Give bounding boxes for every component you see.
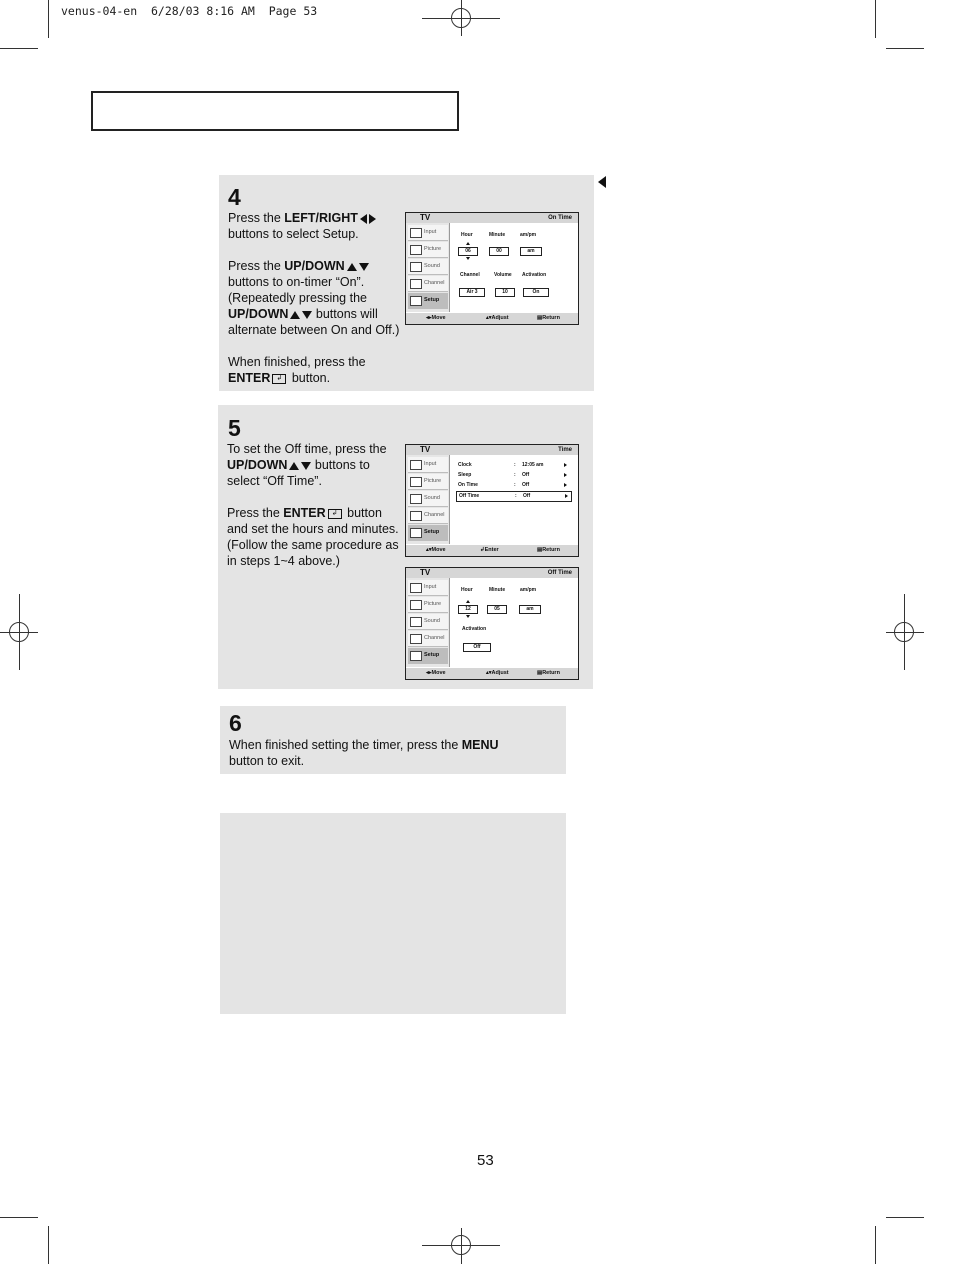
picture-icon: [410, 245, 422, 255]
list-item: On Time : Off: [456, 481, 570, 490]
speaker-icon: [410, 494, 422, 504]
crop-mark: [48, 1226, 49, 1264]
print-slug: venus-04-en 6/28/03 8:16 AM Page 53: [61, 4, 318, 18]
menu-item-sound: Sound: [408, 259, 448, 275]
activation-field: Off: [463, 643, 491, 652]
registration-mark: [451, 8, 471, 28]
tv-side-menu: [406, 455, 450, 544]
list-item: Sleep : Off: [456, 471, 570, 480]
crop-mark: [886, 48, 924, 49]
antenna-icon: [410, 634, 422, 644]
crop-mark: [886, 1217, 924, 1218]
channel-field: Air 3: [459, 288, 485, 297]
ampm-field: am: [519, 605, 541, 614]
input-icon: [410, 228, 422, 238]
input-icon: [410, 583, 422, 593]
activation-field: On: [523, 288, 549, 297]
tv-label: TV: [420, 213, 431, 222]
menu-item-sound: Sound: [408, 491, 448, 507]
tv-side-menu: [406, 578, 450, 667]
down-arrow-icon: [466, 257, 470, 260]
menu-item-channel: Channel: [408, 276, 448, 292]
down-arrow-icon: [301, 462, 311, 470]
menu-item-picture: Picture: [408, 242, 448, 258]
hour-field: 06: [458, 247, 478, 256]
menu-item-setup: Setup: [408, 648, 448, 664]
tv-bottom-bar: ▴▾Move ↲Enter ▤Return: [406, 545, 578, 556]
right-arrow-icon: [564, 463, 567, 467]
speaker-icon: [410, 617, 422, 627]
screen-title: On Time: [548, 215, 572, 221]
down-arrow-icon: [302, 311, 312, 319]
empty-panel: [220, 813, 566, 1014]
down-arrow-icon: [466, 615, 470, 618]
step-6-text: When finished setting the timer, press the MENU button to exit.: [229, 738, 499, 768]
up-arrow-icon: [347, 263, 357, 271]
speaker-icon: [410, 262, 422, 272]
title-box: [91, 91, 459, 131]
enter-icon: ↲: [328, 509, 342, 519]
list-item: Clock : 12:05 am: [456, 461, 570, 470]
up-arrow-icon: [466, 242, 470, 245]
registration-mark: [451, 1235, 471, 1255]
minute-field: 05: [487, 605, 507, 614]
tv-label: TV: [420, 445, 431, 454]
minute-field: 00: [489, 247, 509, 256]
up-arrow-icon: [289, 462, 299, 470]
crop-mark: [875, 0, 876, 38]
menu-item-channel: Channel: [408, 631, 448, 647]
tv-screen-on-time: TV On Time Input Picture Sound Channel Setup Hour Minute am/pm 06 00 am Channel Volume Activation Air 3 10 On ◂▸Move ▴▾Adjust ▤Return: [405, 212, 579, 325]
right-arrow-icon: [564, 473, 567, 477]
menu-item-input: Input: [408, 225, 448, 241]
registration-mark: [9, 622, 29, 642]
up-arrow-icon: [466, 600, 470, 603]
step-number: 4: [228, 184, 241, 210]
ampm-field: am: [520, 247, 542, 256]
right-arrow-icon: [565, 494, 568, 498]
screen-title: Off Time: [547, 570, 572, 576]
enter-icon: ↲: [272, 374, 286, 384]
menu-item-picture: Picture: [408, 474, 448, 490]
registration-mark: [894, 622, 914, 642]
input-icon: [410, 460, 422, 470]
crop-mark: [875, 1226, 876, 1264]
menu-item-setup: Setup: [408, 525, 448, 541]
tv-screen-time: [405, 444, 579, 557]
list-item-selected: Off Time : Off: [456, 491, 572, 502]
right-arrow-icon: [564, 483, 567, 487]
screen-title: Time: [558, 447, 572, 453]
tv-label: TV: [420, 568, 431, 577]
tv-side-menu: [406, 223, 450, 312]
menu-item-picture: Picture: [408, 597, 448, 613]
page-number: 53: [477, 1152, 494, 1169]
step-4-text: Press the LEFT/RIGHT buttons to select Setup. Press the UP/DOWN buttons to on-timer “On”. (Repeatedly pressing the UP/DOWN buttons will alternate between On and Off.) When finished, press the ENTER ↲ button.: [228, 211, 400, 385]
antenna-icon: [410, 279, 422, 289]
step-number: 5: [228, 415, 241, 441]
step-5-text: To set the Off time, press the UP/DOWN buttons to select “Off Time”. Press the ENTER ↲ button and set the hours and minutes. (Follow the same procedure as in steps 1~4 above.): [227, 442, 399, 568]
setup-icon: [410, 528, 422, 538]
antenna-icon: [410, 511, 422, 521]
right-arrow-icon: [369, 214, 376, 224]
setup-icon: [410, 651, 422, 661]
menu-item-channel: Channel: [408, 508, 448, 524]
left-arrow-icon: [598, 176, 606, 188]
crop-mark: [48, 0, 49, 38]
tv-bottom-bar: ◂▸Move ▴▾Adjust ▤Return: [406, 668, 578, 679]
setup-icon: [410, 296, 422, 306]
crop-mark: [0, 48, 38, 49]
picture-icon: [410, 600, 422, 610]
hour-field: 12: [458, 605, 478, 614]
menu-item-sound: Sound: [408, 614, 448, 630]
down-arrow-icon: [359, 263, 369, 271]
menu-item-input: Input: [408, 457, 448, 473]
tv-bottom-bar: ◂▸Move ▴▾Adjust ▤Return: [406, 313, 578, 324]
volume-field: 10: [495, 288, 515, 297]
left-arrow-icon: [360, 214, 367, 224]
menu-item-setup: Setup: [408, 293, 448, 309]
picture-icon: [410, 477, 422, 487]
crop-mark: [0, 1217, 38, 1218]
step-number: 6: [229, 710, 242, 736]
up-arrow-icon: [290, 311, 300, 319]
tv-screen-off-time: TV Off Time Input Picture Sound Channel Setup Hour Minute am/pm 12 05 am Activation Off ◂▸Move ▴▾Adjust ▤Return: [405, 567, 579, 680]
menu-item-input: Input: [408, 580, 448, 596]
